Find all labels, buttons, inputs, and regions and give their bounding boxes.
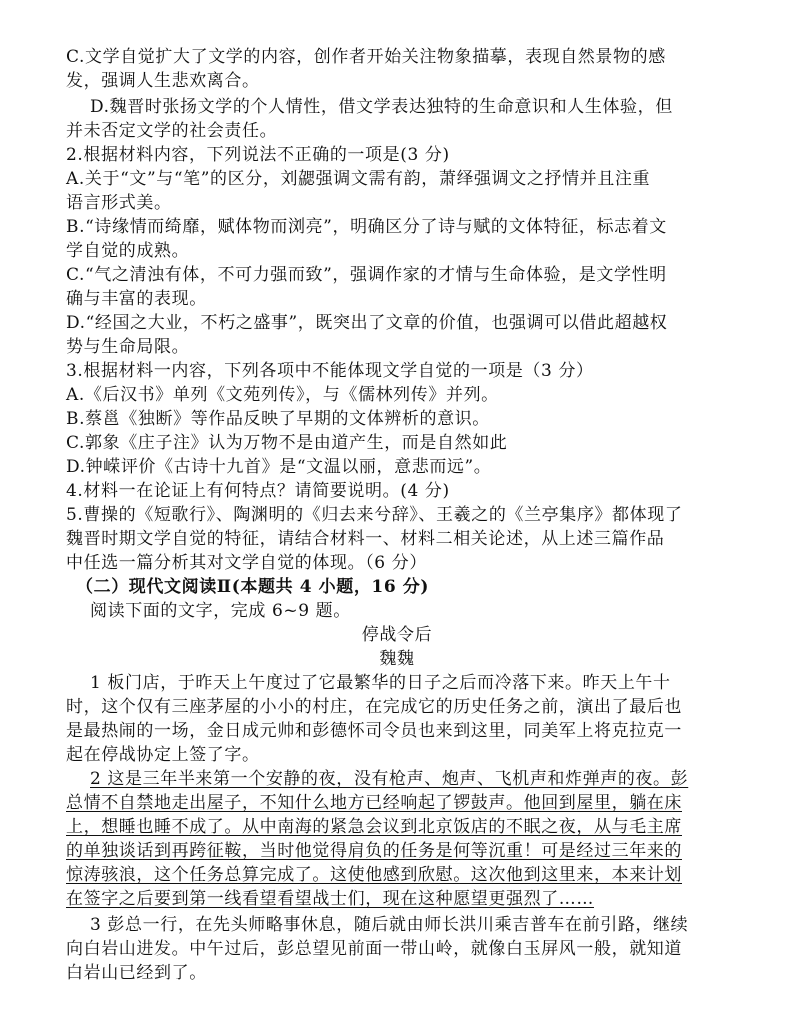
option-c-line-2: 发，强调人生悲欢离合。: [66, 71, 260, 91]
section-heading: （二）现代文阅读Ⅱ(本题共 4 小题，16 分): [76, 577, 430, 597]
question-2-stem: 2.根据材料内容，下列说法不正确的一项是(3 分): [66, 145, 450, 165]
paragraph-3-line-2: 向白岩山进发。中午过后，彭总望见前面一带山岭，就像白玉屏风一般，就知道: [66, 939, 682, 959]
paragraph-3-line-1: 3 彭总一行，在先头师略事休息，随后就由师长洪川乘吉普车在前引路，继续: [90, 915, 689, 935]
question-3-stem: 3.根据材料一内容，下列各项中不能体现文学自觉的一项是（3 分）: [66, 361, 594, 381]
paragraph-1-line-4: 起在停战协定上签了字。: [66, 745, 260, 765]
paragraph-1-line-1: 1 板门店，于昨天上午度过了它最繁华的日子之后而冷落下来。昨天上午十: [90, 673, 671, 693]
q3-option-d: D.钟嵘评价《古诗十九首》是“文温以丽，意悲而远”。: [66, 457, 492, 477]
q2-option-c-line-2: 确与丰富的表现。: [66, 289, 207, 309]
q2-option-b-line-1: B.“诗缘情而绮靡，赋体物而浏亮”，明确区分了诗与赋的文体特征，标志着文: [66, 217, 667, 237]
q2-option-c-line-1: C.“气之清浊有体，不可力强而致”，强调作家的才情与生命体验，是文学性明: [66, 265, 667, 285]
reading-instruction: 阅读下面的文字，完成 6~9 题。: [90, 601, 351, 621]
paragraph-1-line-2: 时，这个仅有三座茅屋的小小的村庄，在完成它的历史任务之前，演出了最后也: [66, 697, 682, 717]
q2-option-b-line-2: 学自觉的成熟。: [66, 241, 190, 261]
option-d-line-2: 并未否定文学的社会责任。: [66, 121, 278, 141]
paragraph-3-line-3: 白岩山已经到了。: [66, 963, 207, 983]
paragraph-2-line-3: 上，想睡也睡不成了。从中南海的紧急会议到北京饭店的不眠之夜，从与毛主席: [66, 817, 682, 837]
paragraph-2-line-5: 惊涛骇浪，这个任务总算完成了。这使他感到欣慰。这次他到这里来，本来计划: [66, 865, 682, 885]
q3-option-a: A.《后汉书》单列《文苑列传》，与《儒林列传》并列。: [66, 385, 499, 405]
option-c-line-1: C.文学自觉扩大了文学的内容，创作者开始关注物象描摹，表现自然景物的感: [66, 47, 666, 67]
paragraph-2-line-6: 在签字之后要到第一线看望看望战士们，现在这种愿望更强烈了……: [66, 889, 594, 909]
paragraph-2-line-4: 的单独谈话到再跨征鞍，当时他觉得肩负的任务是何等沉重！可是经过三年来的: [66, 841, 682, 861]
option-d-line-1: D.魏晋时张扬文学的个人情性，借文学表达独特的生命意识和人生体验，但: [90, 97, 673, 117]
article-author: 魏魏: [379, 649, 415, 669]
q2-option-d-line-1: D.“经国之大业，不朽之盛事”，既突出了文章的价值，也强调可以借此超越权: [66, 313, 668, 333]
question-5-line-1: 5.曹操的《短歌行》、陶渊明的《归去来兮辞》、王羲之的《兰亭集序》都体现了: [66, 505, 683, 525]
q2-option-a-line-1: A.关于“文”与“笔”的区分，刘勰强调文需有韵，萧绎强调文之抒情并且注重: [66, 169, 651, 189]
q3-option-c: C.郭象《庄子注》认为万物不是由道产生，而是自然如此: [66, 433, 508, 453]
question-4: 4.材料一在论证上有何特点？请简要说明。(4 分): [66, 481, 450, 501]
q2-option-d-line-2: 势与生命局限。: [66, 337, 190, 357]
q3-option-b: B.蔡邕《独断》等作品反映了早期的文体辨析的意识。: [66, 409, 490, 429]
question-5-line-3: 中任选一篇分析其对文学自觉的体现。（6 分）: [66, 553, 427, 573]
paragraph-1-line-3: 是最热闹的一场，金日成元帅和彭德怀司令员也来到这里，同美军上将克拉克一: [66, 721, 682, 741]
paragraph-2-line-2: 总情不自禁地走出屋子，不知什么地方已经响起了锣鼓声。他回到屋里，躺在床: [66, 793, 682, 813]
article-title: 停战令后: [361, 625, 433, 645]
question-5-line-2: 魏晋时期文学自觉的特征，请结合材料一、材料二相关论述，从上述三篇作品: [66, 529, 665, 549]
q2-option-a-line-2: 语言形式美。: [66, 193, 172, 213]
paragraph-2-line-1: 2 这是三年半来第一个安静的夜，没有枪声、炮声、飞机声和炸弹声的夜。彭: [90, 769, 689, 789]
